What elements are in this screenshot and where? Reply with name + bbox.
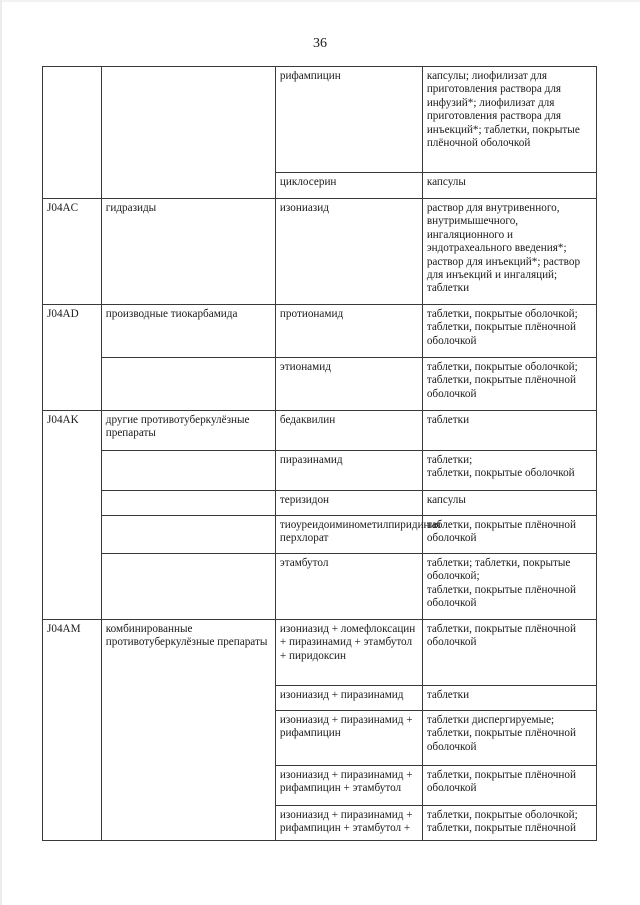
table-row <box>43 199 597 305</box>
drug-cell: изониазид + пиразинамид + рифампицин + этамбутол <box>275 766 422 806</box>
drug-cell: бедаквилин <box>275 411 422 451</box>
group-cell: гидразиды <box>101 199 275 305</box>
table-row <box>43 411 597 451</box>
table-row <box>43 305 597 358</box>
drug-cell: пиразинамид <box>275 451 422 491</box>
drug-cell: изониазид <box>275 199 422 305</box>
table-row <box>43 491 597 516</box>
form-cell: капсулы <box>422 491 596 516</box>
form-cell: таблетки, покрытые оболочкой; таблетки, покрытые плёночной оболочкой <box>422 305 596 358</box>
table-row <box>43 451 597 491</box>
form-cell: таблетки, покрытые плёночной оболочкой <box>422 516 596 554</box>
form-cell: раствор для внутривенного, внутримышечного, ингаляционного и эндотрахеального введения*; раствор для инъекций*; раствор для инъекций и ингаляций; таблетки <box>422 199 596 305</box>
group-cell: другие противотуберкулёзные препараты <box>101 411 275 451</box>
table-row <box>43 620 597 686</box>
drug-cell: этамбутол <box>275 554 422 620</box>
code-cell: J04AC <box>43 199 102 305</box>
drug-cell: этионамид <box>275 358 422 411</box>
drug-cell: протионамид <box>275 305 422 358</box>
table-row <box>43 67 597 173</box>
group-cell <box>101 358 275 411</box>
form-cell: таблетки; таблетки, покрытые оболочкой <box>422 451 596 491</box>
group-cell <box>101 516 275 554</box>
code-cell: J04AM <box>43 620 102 841</box>
page-number: 36 <box>313 36 327 51</box>
form-cell: таблетки диспергируемые; таблетки, покрытые плёночной оболочкой <box>422 711 596 766</box>
code-cell: J04AK <box>43 411 102 620</box>
group-cell <box>101 451 275 491</box>
group-cell <box>101 67 275 199</box>
form-cell: таблетки; таблетки, покрытые оболочкой; таблетки, покрытые плёночной оболочкой <box>422 554 596 620</box>
form-cell: таблетки <box>422 411 596 451</box>
drug-cell: изониазид + пиразинамид + рифампицин + этамбутол + <box>275 806 422 841</box>
code-cell <box>43 67 102 199</box>
drug-cell: изониазид + пиразинамид <box>275 686 422 711</box>
form-cell: таблетки, покрытые плёночной оболочкой <box>422 620 596 686</box>
drug-cell: рифампицин <box>275 67 422 173</box>
group-cell: комбинированные противотуберкулёзные препараты <box>101 620 275 841</box>
form-cell: капсулы; лиофилизат для приготовления раствора для инфузий*; лиофилизат для приготовления раствора для инъекций*; таблетки, покрытые плёночной оболочкой <box>422 67 596 173</box>
group-cell <box>101 491 275 516</box>
form-cell: таблетки, покрытые оболочкой; таблетки, покрытые плёночной оболочкой <box>422 358 596 411</box>
drug-cell: циклосерин <box>275 173 422 199</box>
form-cell: таблетки, покрытые плёночной оболочкой <box>422 766 596 806</box>
drug-cell: тиоуреидоиминометилпиридиния перхлорат <box>275 516 422 554</box>
form-cell: таблетки <box>422 686 596 711</box>
scan-edge-left <box>0 0 2 905</box>
form-cell: таблетки, покрытые оболочкой; таблетки, покрытые плёночной <box>422 806 596 841</box>
group-cell <box>101 554 275 620</box>
table-row <box>43 554 597 620</box>
form-cell: капсулы <box>422 173 596 199</box>
scan-edge-top <box>0 0 640 2</box>
drug-cell: изониазид + пиразинамид + рифампицин <box>275 711 422 766</box>
table-row <box>43 358 597 411</box>
table-row <box>43 516 597 554</box>
drug-cell: теризидон <box>275 491 422 516</box>
group-cell: производные тиокарбамида <box>101 305 275 358</box>
drug-cell: изониазид + ломефлоксацин + пиразинамид + этамбутол + пиридоксин <box>275 620 422 686</box>
code-cell: J04AD <box>43 305 102 411</box>
medicines-table <box>42 66 597 841</box>
